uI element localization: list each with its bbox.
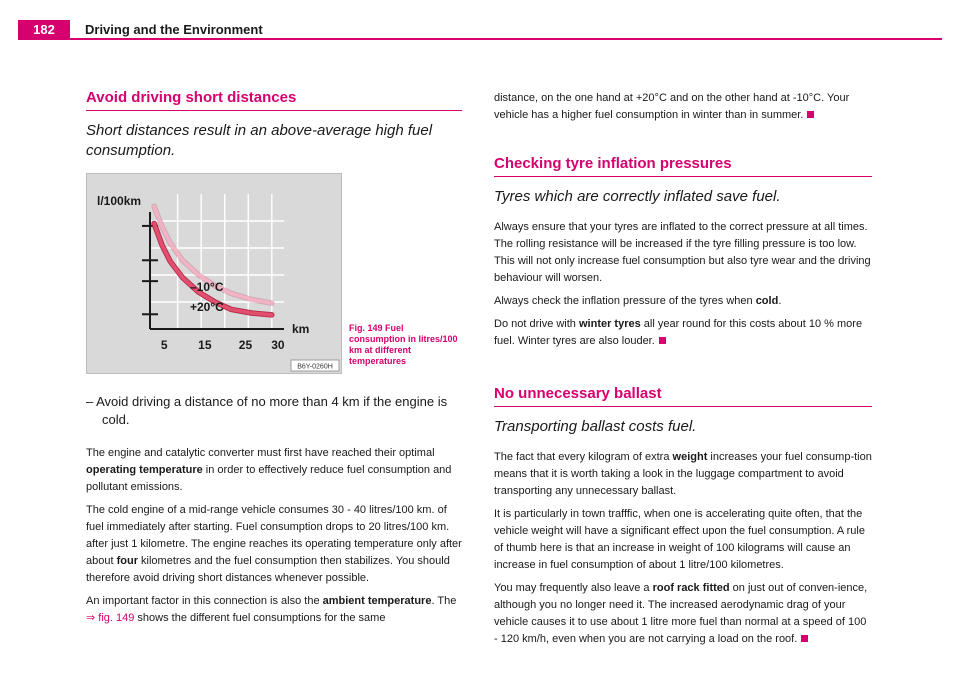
chapter-title: Driving and the Environment (85, 22, 263, 37)
x-tick-label-0: 5 (160, 338, 168, 352)
chart-series (154, 206, 272, 315)
section-title-tyre-pressure: Checking tyre inflation pressures (494, 154, 872, 177)
paragraph-winter-tyres: Do not drive with winter tyres all year round for this costs about 10 % more fuel. Winter tyres are also louder. (494, 318, 863, 347)
paragraph-continued: distance, on the one hand at +20°C and on the other hand at -10°C. Your vehicle has a higher fuel consumption in winter than in summer. (494, 92, 850, 121)
end-mark (659, 337, 666, 344)
header-rule (70, 38, 942, 40)
end-mark (801, 635, 808, 642)
legend-label-1: +20°C (190, 300, 224, 314)
section-ballast (494, 384, 872, 648)
paragraph-weight: The fact that every kilogram of extra weight increases your fuel consump-tion means that it is worth taking a look in the luggage compartment to avoid transporting any unnecessary ballast. (494, 451, 872, 497)
paragraph-cold-engine: The cold engine of a mid-range vehicle consumes 30 - 40 litres/100 km. of fuel immediately after starting. Fuel consumption drops to 20 litres/100 km. after just 1 kilometre. The engine reaches its operating temperature only after about four kilometres and the fuel consumption then stabilizes. You should therefore avoid driving short distances whenever possible. (86, 504, 462, 584)
section-title-short-distances: Avoid driving short distances (86, 88, 462, 111)
right-column (494, 90, 872, 654)
page-number: 182 (18, 20, 70, 40)
paragraph-tyre-pressure: Always ensure that your tyres are inflated to the correct pressure at all times. The rolling resistance will be increased if the tyre filling pressure is too low. This will not only increase fuel consumption but also tyre wear and the driving behaviour will worsen. (494, 221, 871, 284)
x-tick-label-2: 25 (238, 338, 253, 352)
figure-149 (86, 173, 462, 373)
page-header (18, 20, 942, 40)
lead-ballast: Transporting ballast costs fuel. (494, 418, 697, 435)
left-column (86, 88, 462, 633)
paragraph-check-cold: Always check the inflation pressure of the tyres when cold. (494, 295, 782, 307)
lead-short-distances: Short distances result in an above-average high fuel consumption. (86, 122, 433, 159)
figure-link[interactable]: ⇒ fig. 149 (86, 612, 135, 624)
x-tick-label-1: 15 (198, 338, 212, 352)
legend-label-0: –10°C (190, 280, 224, 294)
paragraph-town-traffic: It is particularly in town trafffic, when one is accelerating quite often, that the vehicle weight will have a significant effect upon the fuel consumption. A rule of thumb here is that an increase in weight of 100 kilograms will cause an increase in fuel consumption of about 1 litre/100 kilometres. (494, 508, 865, 571)
bullet-instruction: – Avoid driving a distance of no more than 4 km if the engine is cold. (86, 394, 448, 427)
x-axis-label: km (292, 322, 310, 336)
figure-caption: Fig. 149 Fuel consumption in litres/100 km at different temperatures (349, 323, 458, 366)
lead-tyre-pressure: Tyres which are correctly inflated save fuel. (494, 188, 781, 205)
y-axis-label: l/100km (97, 194, 142, 208)
figure-image (86, 173, 342, 374)
end-mark (807, 111, 814, 118)
x-tick-label-3: 30 (271, 338, 285, 352)
consumption-chart (87, 174, 341, 373)
x-tick-labels (161, 338, 285, 352)
figure-code: B6Y-0260H (297, 363, 333, 371)
section-tyre-pressure (494, 154, 872, 350)
paragraph-roof-rack: You may frequently also leave a roof rack fitted on just out of conven-ience, although you no longer need it. The increased aerodynamic drag of your vehicle causes it to use about 1 litre more fuel than normal at a speed of 100 - 120 km/h, even when you are not carrying a load on the roof. (494, 582, 868, 645)
paragraph-operating-temperature: The engine and catalytic converter must first have reached their optimal operating temperature in order to effectively reduce fuel consumption and pollutant emissions. (86, 447, 452, 493)
paragraph-ambient-temperature: An important factor in this connection is also the ambient temperature. The ⇒ fig. 149 shows the different fuel consumptions for the same (86, 595, 457, 624)
section-title-ballast: No unnecessary ballast (494, 384, 872, 407)
